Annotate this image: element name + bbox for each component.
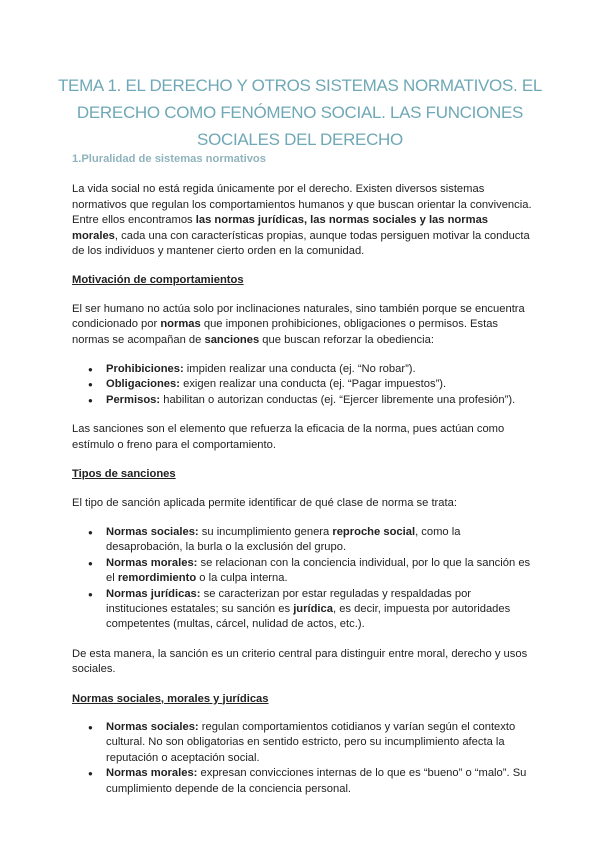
list-item: ● Normas morales: se relacionan con la conciencia individual, por lo que la sanción es el remordimiento o la culpa interna. (106, 556, 534, 587)
list-item: ● Prohibiciones: impiden realizar una conducta (ej. “No robar”). (106, 362, 534, 377)
list-item: ● Normas jurídicas: se caracterizan por estar reguladas y respaldadas por instituciones estatales; su sanción es jurídica, es decir, impuesta por autoridades competentes (multas, cárcel, nulidad de actos, etc.). (106, 587, 534, 633)
document-title: TEMA 1. EL DERECHO Y OTROS SISTEMAS NORMATIVOS. EL DERECHO COMO FENÓMENO SOCIAL. LAS FUNCIONES SOCIALES DEL DERECHO (57, 76, 543, 149)
paragraph-motivacion: El ser humano no actúa solo por inclinaciones naturales, sino también porque se encuentra condicionado por normas que imponen prohibiciones, obligaciones o permisos. Estas normas se acompañan de sanciones que buscan reforzar la obediencia: (72, 302, 525, 346)
list-normas (72, 720, 534, 797)
paragraph-intro: La vida social no está regida únicamente por el derecho. Existen diversos sistemas normativos que regulan los comportamientos humanos y que buscan orientar la convivencia. Entre ellos encontramos las normas jurídicas, las normas sociales y las normas morales, cada una con características propias, aunque todas persiguen motivar la conducta de los individuos y mantener cierto orden en la comunidad. (72, 183, 532, 258)
document-body (72, 152, 534, 811)
list-item: ● Obligaciones: exigen realizar una conducta (ej. “Pagar impuestos”). (106, 377, 534, 392)
paragraph-sanciones: Las sanciones son el elemento que refuerza la eficacia de la norma, pues actúan como estímulo o freno para el comportamiento. (72, 423, 505, 451)
list-motivacion (72, 362, 534, 408)
list-item: ● Normas sociales: regulan comportamientos cotidianos y varían según el contexto cultural. No son obligatorias en sentido estricto, pero su incumplimiento afecta la reputación o aceptación social. (106, 720, 534, 766)
list-tipos (72, 525, 534, 633)
list-item: ● Permisos: habilitan o autorizan conductas (ej. “Ejercer libremente una profesión”). (106, 393, 534, 408)
subheading-motivacion: Motivación de comportamientos (72, 274, 244, 287)
subheading-normas: Normas sociales, morales y jurídicas (72, 692, 269, 705)
list-item: ● Normas morales: expresan convicciones internas de lo que es “bueno” o “malo”. Su cumplimiento depende de la conciencia personal. (106, 766, 534, 797)
paragraph-tipos-intro: El tipo de sanción aplicada permite identificar de qué clase de norma se trata: (72, 496, 457, 509)
section-heading: 1.Pluralidad de sistemas normativos (72, 153, 266, 165)
list-item: ● Normas sociales: su incumplimiento genera reproche social, como la desaprobación, la burla o la exclusión del grupo. (106, 525, 534, 556)
paragraph-tipos-outro: De esta manera, la sanción es un criterio central para distinguir entre moral, derecho y usos sociales. (72, 647, 528, 676)
subheading-tipos: Tipos de sanciones (72, 468, 176, 481)
